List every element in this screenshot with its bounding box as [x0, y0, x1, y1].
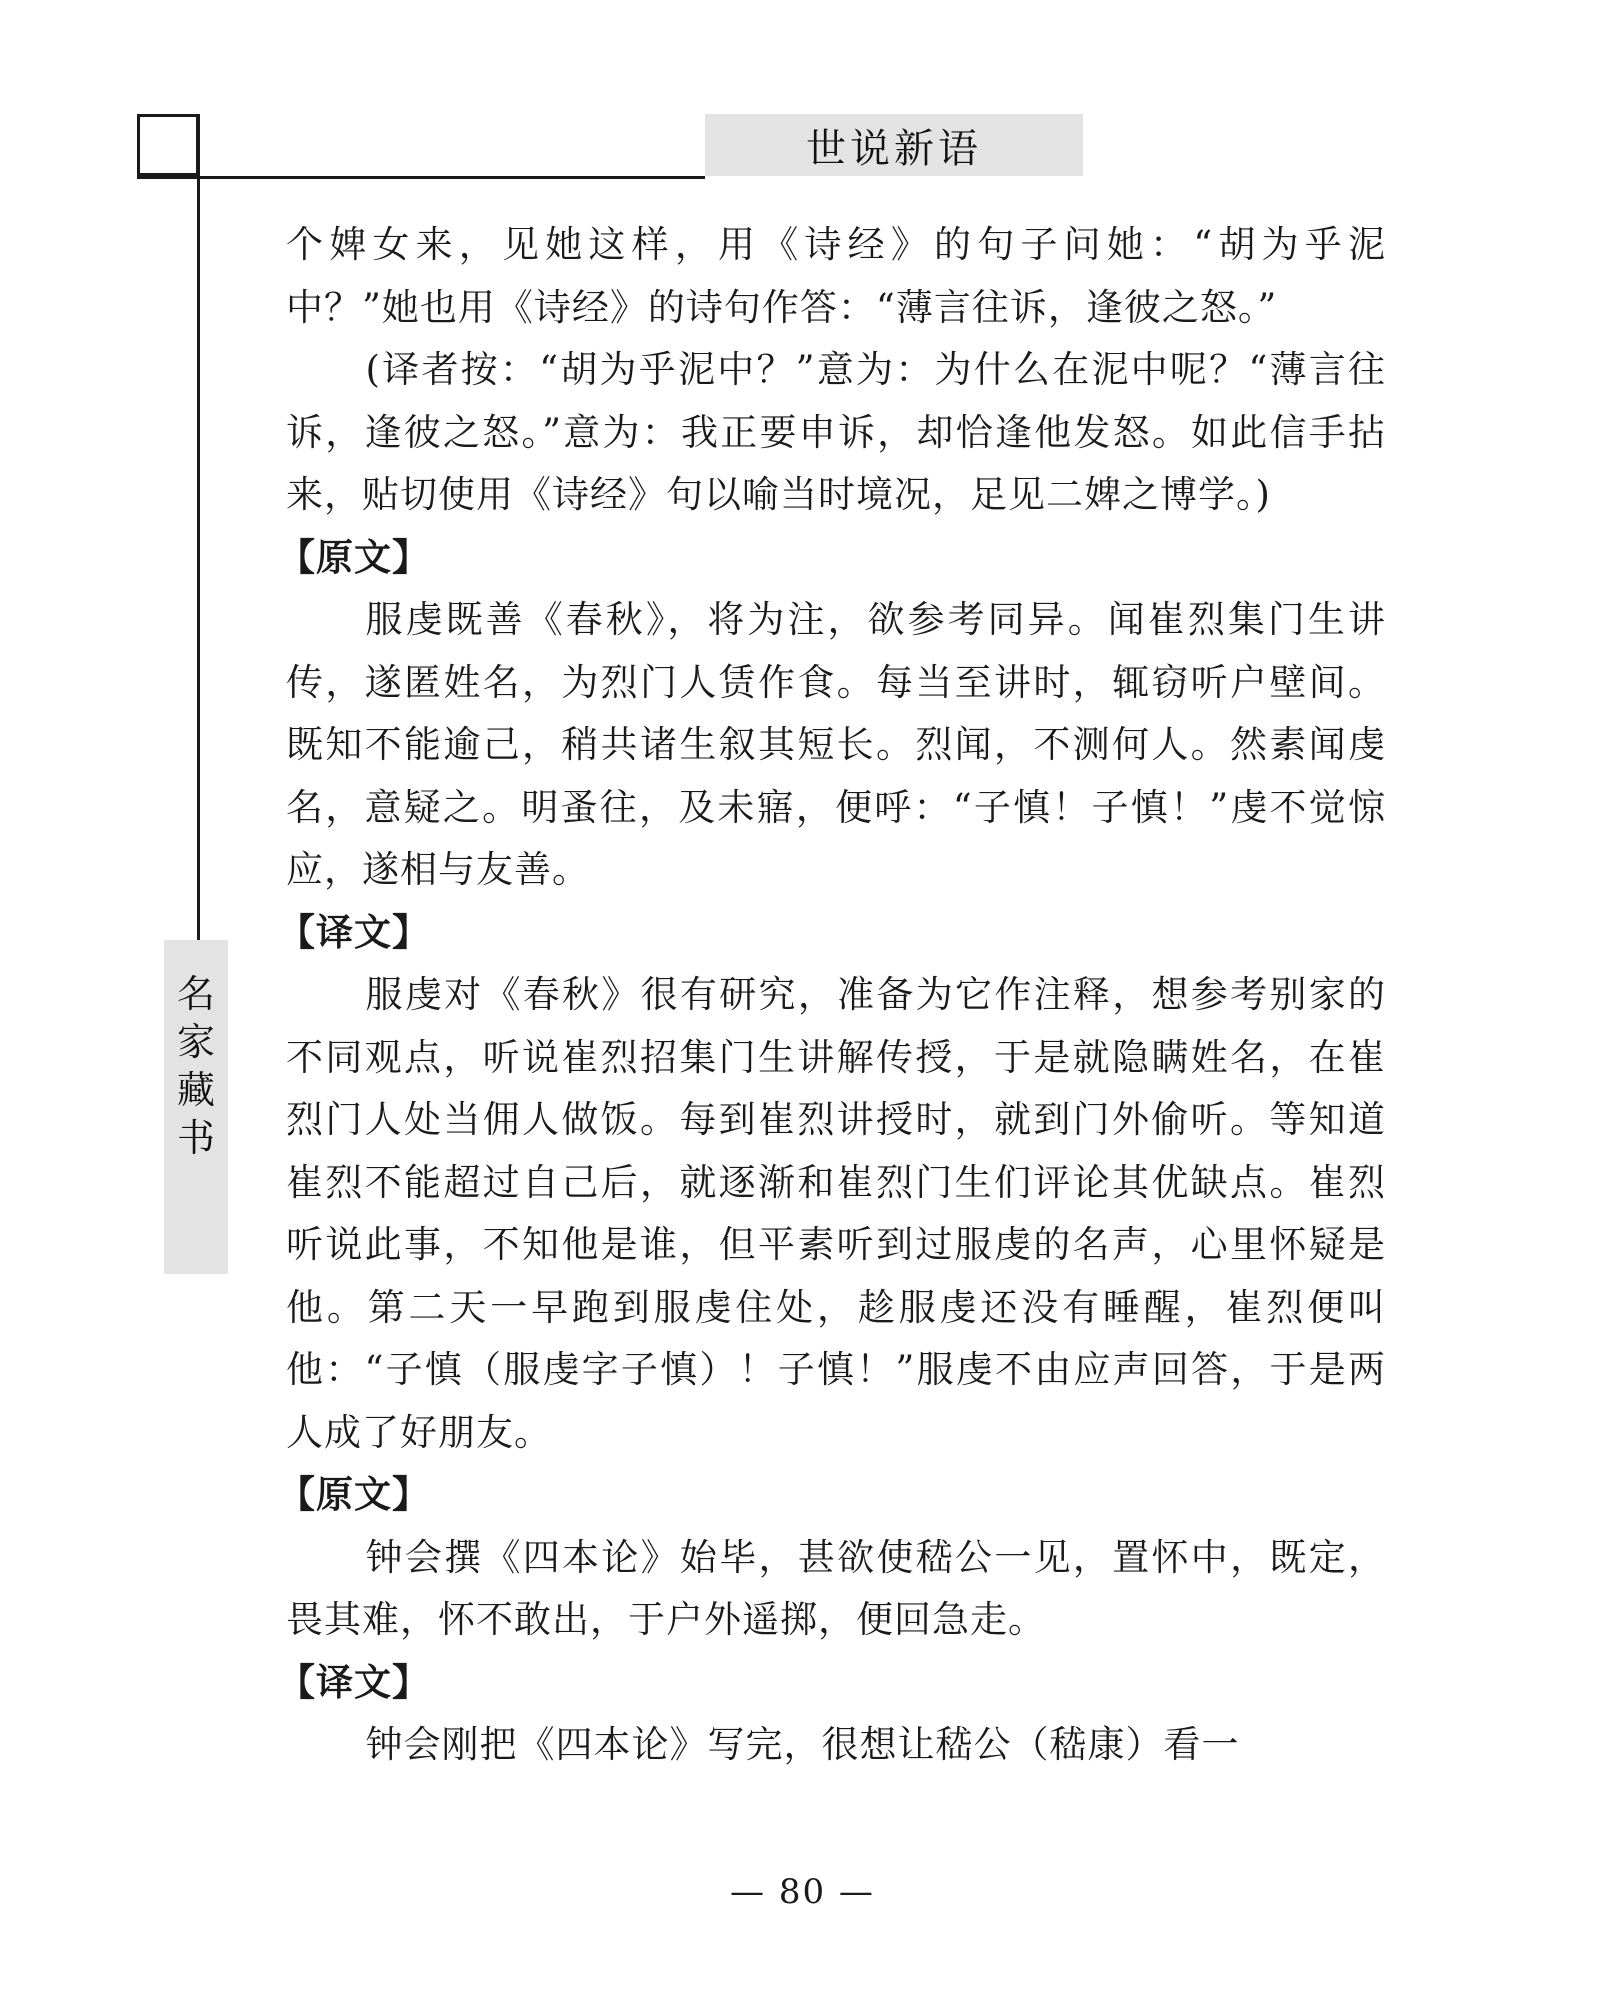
side-tab-char: 名 — [176, 972, 215, 1016]
section-heading-translation: 【译文】 — [278, 910, 430, 954]
section-heading-original: 【原文】 — [278, 535, 430, 579]
book-title: 世说新语 — [806, 125, 982, 172]
side-tab — [164, 940, 228, 1274]
page-number: — 80 — — [730, 1872, 875, 1912]
body-paragraph: 个婢女来，见她这样，用《诗经》的句子问她：“胡为乎泥中？”她也用《诗经》的诗句作答：“薄言往诉，逢彼之怒。” — [286, 223, 1386, 329]
side-tab-char: 藏 — [176, 1068, 215, 1112]
section-heading-translation: 【译文】 — [278, 1660, 430, 1704]
side-tab-char: 书 — [176, 1116, 215, 1160]
running-header — [705, 114, 1083, 176]
header-rule — [137, 176, 705, 179]
page-body — [278, 214, 1386, 1777]
margin-rule — [197, 114, 200, 944]
original-text-paragraph: 服虔既善《春秋》，将为注，欲参考同异。闻崔烈集门生讲传，遂匿姓名，为烈门人赁作食。每当至讲时，辄窃听户壁间。既知不能逾己，稍共诸生叙其短长。烈闻，不测何人。然素闻虔名，意疑之。明蚤往，及未寤，便呼：“子慎！子慎！”虔不觉惊应，遂相与友善。 — [286, 598, 1386, 891]
translation-paragraph: 钟会刚把《四本论》写完，很想让嵇公（嵇康）看一 — [365, 1723, 1240, 1766]
section-heading-original: 【原文】 — [278, 1473, 430, 1516]
side-tab-char: 家 — [176, 1020, 215, 1064]
translator-note: (译者按：“胡为乎泥中？”意为：为什么在泥中呢？“薄言往诉，逢彼之怒。”意为：我正要申诉，却恰逢他发怒。如此信手拈来，贴切使用《诗经》句以喻当时境况，足见二婢之博学。) — [286, 348, 1386, 516]
translation-paragraph: 服虔对《春秋》很有研究，准备为它作注释，想参考别家的不同观点，听说崔烈招集门生讲解传授，于是就隐瞒姓名，在崔烈门人处当佣人做饭。每到崔烈讲授时，就到门外偷听。等知道崔烈不能超过自己后，就逐渐和崔烈门生们评论其优缺点。崔烈听说此事，不知他是谁，但平素听到过服虔的名声，心里怀疑是他。第二天一早跑到服虔住处，趁服虔还没有睡醒，崔烈便叫他：“子慎（服虔字子慎）！子慎！”服虔不由应声回答，于是两人成了好朋友。 — [286, 973, 1386, 1454]
original-text-paragraph: 钟会撰《四本论》始毕，甚欲使嵇公一见，置怀中，既定，畏其难，怀不敢出，于户外遥掷，便回急走。 — [286, 1535, 1386, 1641]
corner-frame-box — [137, 114, 199, 176]
